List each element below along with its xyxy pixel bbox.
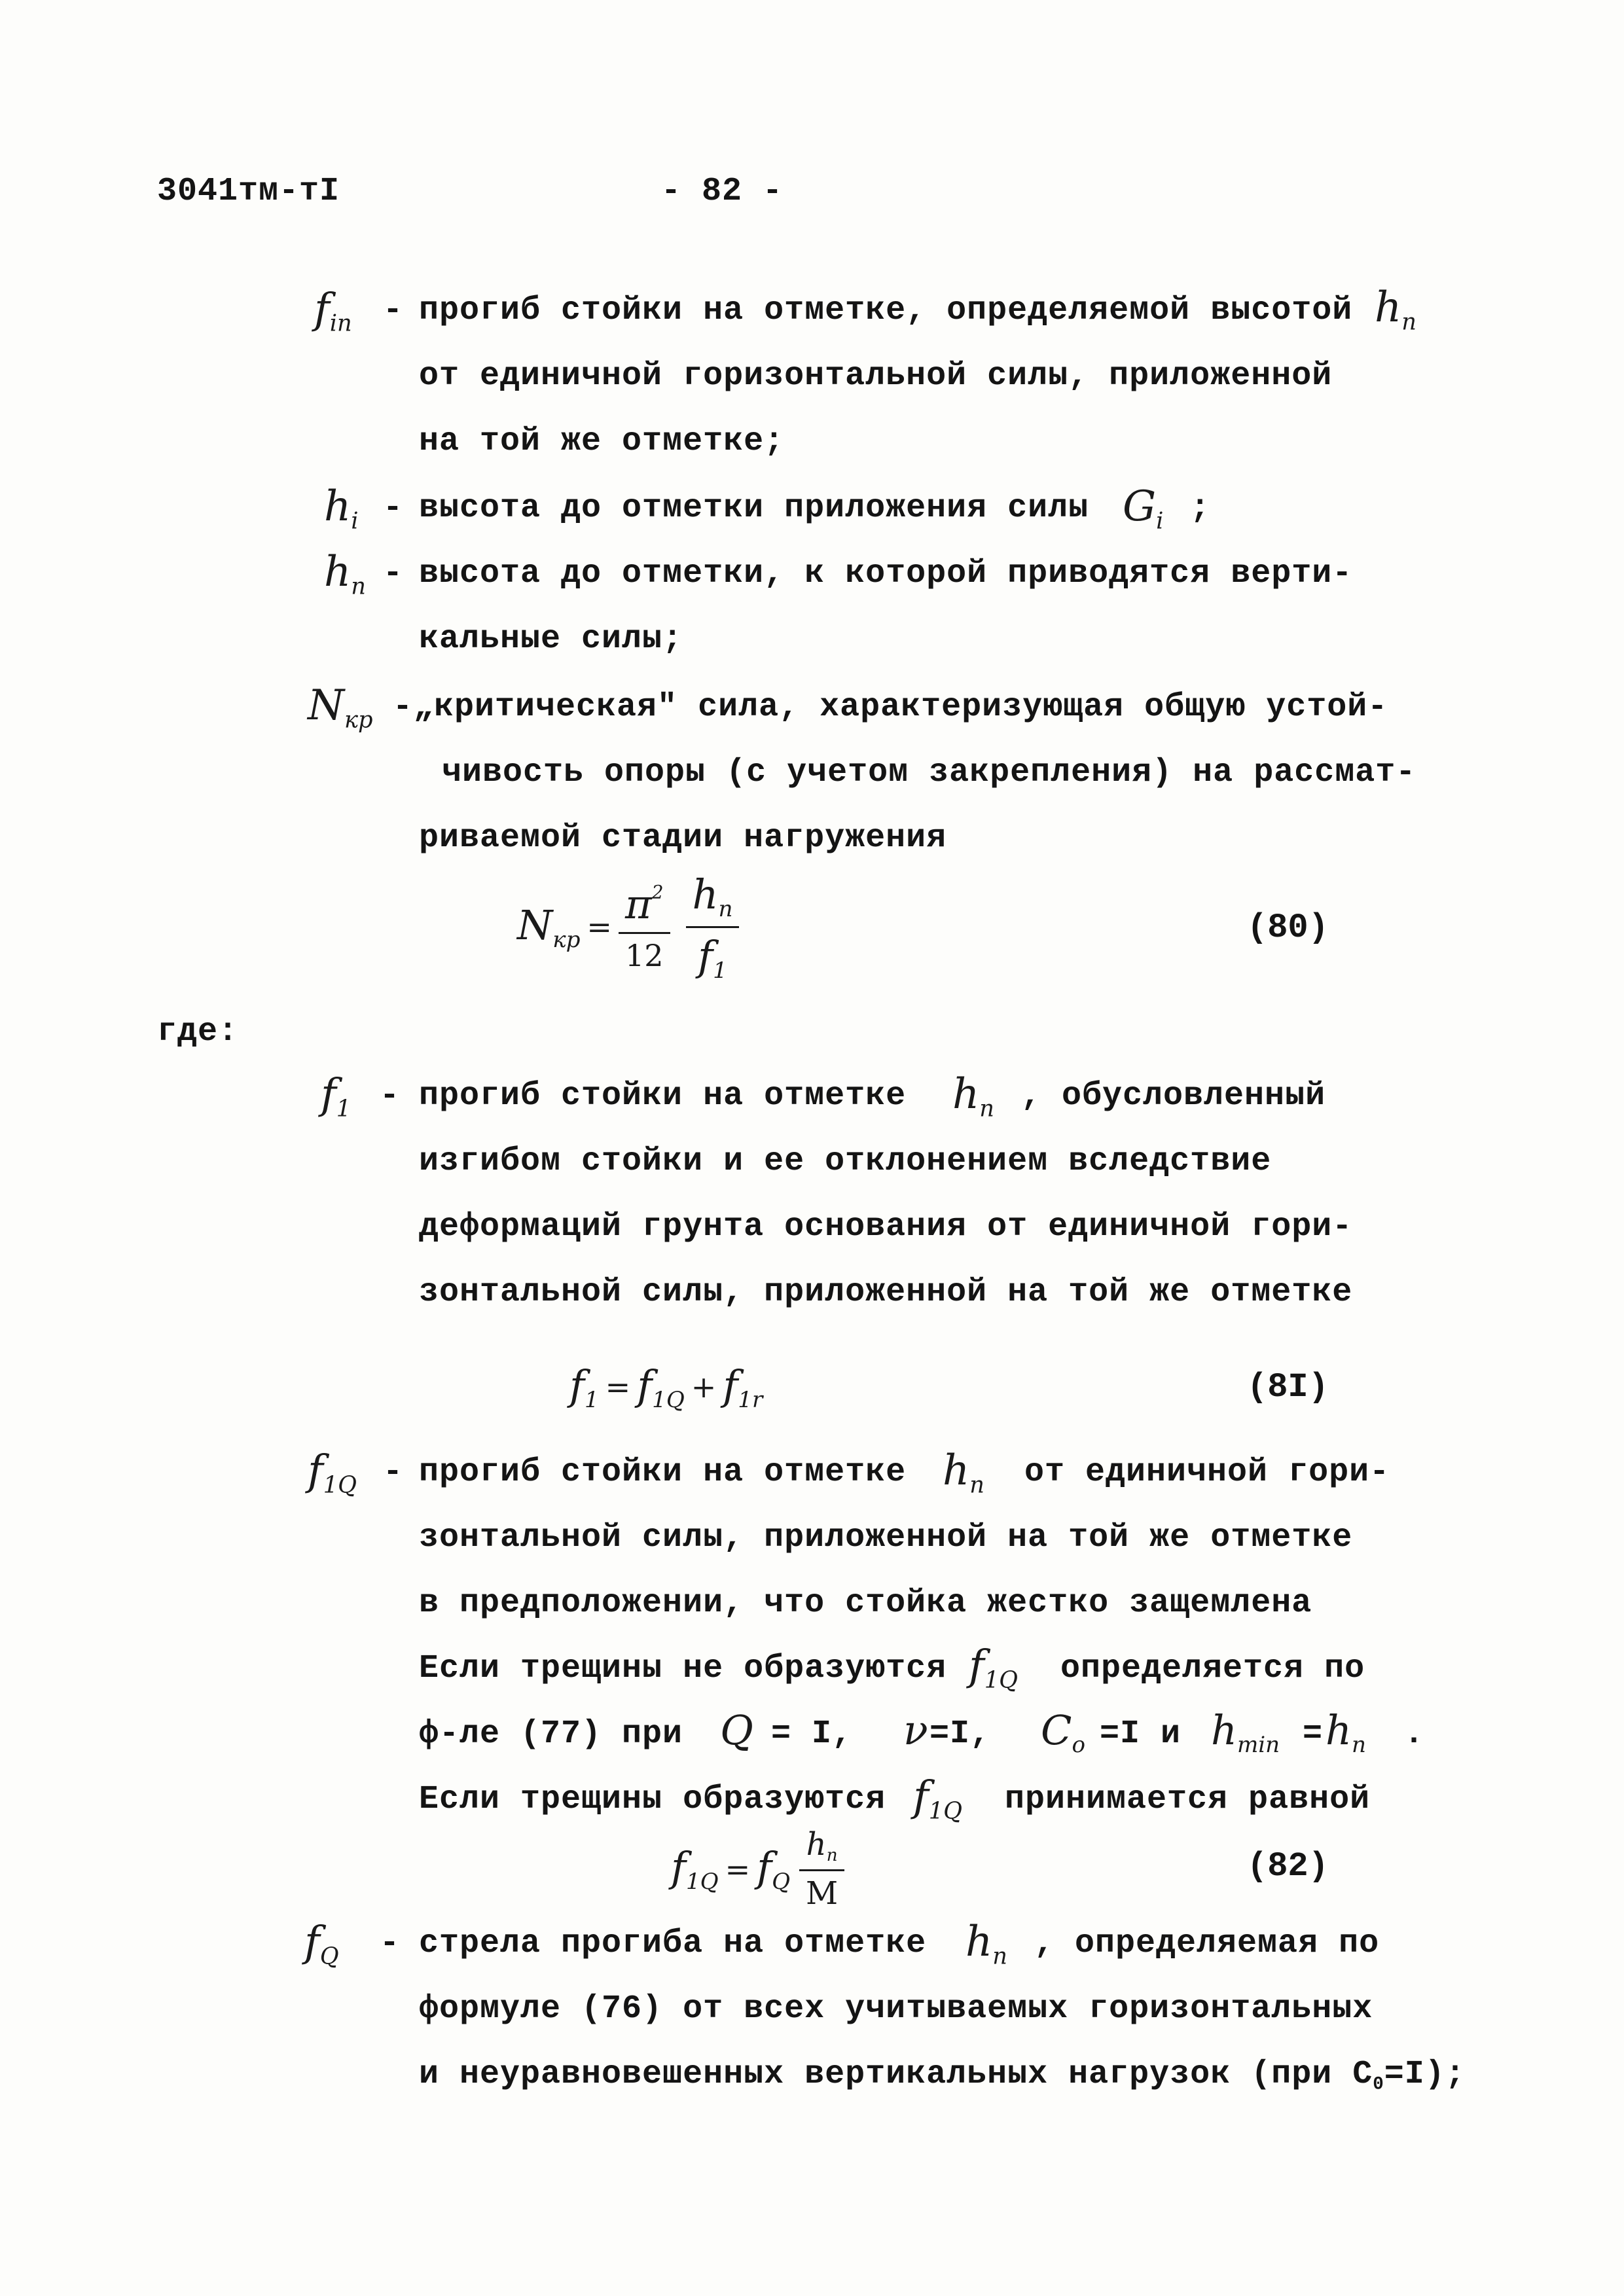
equation-number-82: (82) [1247,1847,1329,1886]
period: . [1404,1715,1425,1753]
f-1q-line-6a: Если трещины образуются [419,1781,886,1818]
symbol-f-1q: $f_{1Q}$ [637,1361,685,1413]
symbol-f-1q: $f_{1Q}$ [969,1641,1018,1694]
n-kr-line-3: риваемой стадии нагружения [419,819,947,857]
semicolon: ; [1190,490,1211,527]
f-1-line-1a: прогиб стойки на отметке [419,1077,907,1115]
symbol-h-n: $h_n$ [965,1918,1007,1970]
dash: - [383,292,404,329]
f-1q-line-1b: от единичной гори- [1024,1454,1390,1491]
f-in-line-1: прогиб стойки на отметке, определяемой высотой [419,292,1353,329]
f-1q-line-2: зонтальной силы, приложенной на той же отметке [419,1519,1353,1556]
f-1q-line-4a: Если трещины не образуются [419,1650,947,1687]
symbol-f-q: $f_Q$ [304,1918,339,1970]
fraction-pi-over-12: $\frac{\pi^2}{12}$ [619,880,670,973]
n-kr-line-1: „критическая" сила, характеризующая общую устой- [414,689,1388,726]
f-in-line-2: от единичной горизонтальной силы, приложенной [419,357,1333,395]
symbol-h-n: $h_n$ [1326,1706,1366,1758]
fraction-hn-over-m: $\frac{h_n}{M}$ [799,1826,844,1912]
equation-81: $f_1$ = $f_{1Q}$ + $f_{1r}$ [569,1361,763,1413]
page-number: - 82 - [661,173,784,210]
f-1q-line-3: в предположении, что стойка жестко защемлена [419,1585,1312,1622]
f-1q-line-4b: определяется по [1060,1650,1365,1687]
symbol-h-min: $h_{min}$ [1211,1706,1280,1758]
h-n-line-2: кальные силы; [419,620,683,658]
dash: - [393,689,414,726]
symbol-f-1r: $f_{1r}$ [723,1361,763,1413]
f-q-line-3: и неуравновешенных вертикальных нагрузок (при $C_0=I$); [419,2056,1466,2095]
symbol-h-i: $h_i$ [324,482,359,535]
f-1q-line-5e: = [1303,1715,1324,1753]
symbol-f-1q: $f_{1Q}$ [913,1772,962,1825]
dash: - [383,555,404,592]
symbol-h-n: $h_n$ [1375,283,1416,336]
symbol-f-1q: $f_{1Q}$ [671,1843,719,1895]
symbol-n-kr: $N_{кр}$ [517,901,581,953]
dash: - [380,1925,401,1962]
f-1q-line-5c: =I, [929,1715,991,1753]
f-1q-line-1a: прогиб стойки на отметке [419,1454,907,1491]
h-n-line-1: высота до отметки, к которой приводятся верти- [419,555,1353,592]
f-1q-line-5a: ф-ле (77) при [419,1715,683,1753]
symbol-f-1: $f_1$ [321,1070,352,1122]
f-q-line-1a: стрела прогиба на отметке [419,1925,927,1962]
dash: - [383,1454,404,1491]
equation-number-81: (8I) [1247,1368,1329,1407]
symbol-n-kr: $N_{кр}$ [308,681,373,734]
f-1q-line-5b: = I, [771,1715,853,1753]
f-1-line-1b: , обусловленный [1021,1077,1326,1115]
n-kr-line-2: чивость опоры (с учетом закрепления) на рассмат- [442,754,1416,791]
h-i-line-1: высота до отметки приложения силы [419,490,1089,527]
dash: - [380,1077,401,1115]
fraction-hn-over-f1: $\frac{h_n}{f_1}$ [686,870,740,984]
symbol-h-n: $h_n$ [943,1446,984,1499]
f-1q-line-6b: принимается равной [1005,1781,1371,1818]
symbol-h-n: $h_n$ [952,1070,994,1122]
symbol-nu: ν [903,1706,928,1754]
equation-80: $N_{кр}$ = $\frac{\pi^2}{12}$ $\frac{h_n}{f_1}$ [517,870,739,984]
f-1-line-2: изгибом стойки и ее отклонением вследствие [419,1143,1272,1180]
symbol-f-in: $f_{in}$ [314,285,352,337]
symbol-g-i: $G_i$ [1123,482,1164,535]
f-in-line-3: на той же отметке; [419,423,785,460]
equation-82: $f_{1Q}$ = $f_Q$ $\frac{h_n}{M}$ [671,1826,844,1912]
f-q-line-1b: , определяемая по [1034,1925,1380,1962]
equation-number-80: (80) [1247,908,1329,947]
f-1-line-3: деформаций грунта основания от единичной гори- [419,1208,1353,1246]
f-1q-line-5d: =I и [1100,1715,1182,1753]
dash: - [383,490,404,527]
f-1-line-4: зонтальной силы, приложенной на той же отметке [419,1274,1353,1311]
symbol-q: Q [720,1706,753,1754]
symbol-f-q: $f_Q$ [757,1843,791,1895]
symbol-f-1: $f_1$ [569,1361,599,1413]
document-code: 3041тм-тI [157,173,340,210]
symbol-f-1q: $f_{1Q}$ [308,1446,357,1499]
where-label: где: [157,1013,239,1050]
symbol-h-n: $h_n$ [324,548,366,600]
symbol-c0: $C_o$ [1041,1706,1085,1758]
f-q-line-2: формуле (76) от всех учитываемых горизонтальных [419,1990,1373,2028]
